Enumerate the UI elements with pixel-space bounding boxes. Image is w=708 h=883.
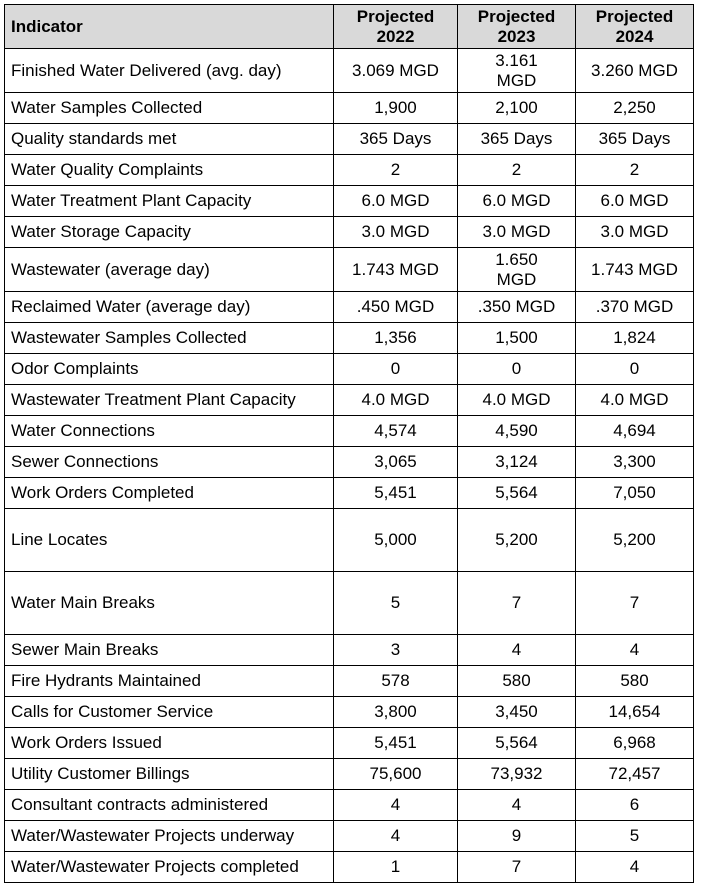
table-row (5, 635, 694, 666)
value-2022-cell: 75,600 (334, 759, 458, 790)
indicator-cell: Reclaimed Water (average day) (5, 292, 334, 323)
indicator-cell: Utility Customer Billings (5, 759, 334, 790)
value-2023-cell: 3,450 (458, 697, 576, 728)
value-2024-cell: 5 (576, 821, 694, 852)
indicator-cell: Sewer Main Breaks (5, 635, 334, 666)
value-2024-cell: 3,300 (576, 447, 694, 478)
indicator-cell: Quality standards met (5, 124, 334, 155)
table-row (5, 385, 694, 416)
table-row (5, 572, 694, 635)
value-2022-cell: 5,000 (334, 509, 458, 572)
table-row (5, 790, 694, 821)
value-2024-cell: 6,968 (576, 728, 694, 759)
value-2023-cell: 2,100 (458, 93, 576, 124)
value-2023-cell: 580 (458, 666, 576, 697)
value-2023-cell: .350 MGD (458, 292, 576, 323)
value-2023-cell: 4 (458, 635, 576, 666)
indicator-cell: Water Treatment Plant Capacity (5, 186, 334, 217)
value-2022-cell: 1,356 (334, 323, 458, 354)
indicator-cell: Consultant contracts administered (5, 790, 334, 821)
table-row (5, 124, 694, 155)
value-2024-cell: 6 (576, 790, 694, 821)
indicator-cell: Wastewater Samples Collected (5, 323, 334, 354)
value-2023-cell: 1,500 (458, 323, 576, 354)
value-2024-cell: 72,457 (576, 759, 694, 790)
value-2023-cell: 6.0 MGD (458, 186, 576, 217)
value-2023-cell: 0 (458, 354, 576, 385)
table-row (5, 447, 694, 478)
value-2022-cell: 5,451 (334, 728, 458, 759)
table-row (5, 666, 694, 697)
value-2024-cell: 6.0 MGD (576, 186, 694, 217)
value-2024-cell: 0 (576, 354, 694, 385)
value-2023-cell: 9 (458, 821, 576, 852)
value-2023-cell: 1.650 MGD (458, 248, 576, 292)
value-2024-cell: 7 (576, 572, 694, 635)
value-2022-cell: 5 (334, 572, 458, 635)
table-row (5, 852, 694, 883)
table-row (5, 478, 694, 509)
table-body (5, 49, 694, 883)
value-2024-cell: 3.0 MGD (576, 217, 694, 248)
value-2024-cell: 2,250 (576, 93, 694, 124)
value-2024-cell: 4.0 MGD (576, 385, 694, 416)
indicator-cell: Water/Wastewater Projects underway (5, 821, 334, 852)
value-2023-cell: 7 (458, 852, 576, 883)
value-2022-cell: 1 (334, 852, 458, 883)
indicator-cell: Water/Wastewater Projects completed (5, 852, 334, 883)
table-row (5, 323, 694, 354)
value-2024-cell: 5,200 (576, 509, 694, 572)
indicator-cell: Water Samples Collected (5, 93, 334, 124)
header-row (5, 5, 694, 49)
value-2022-cell: 4,574 (334, 416, 458, 447)
table-row (5, 728, 694, 759)
value-2024-cell: 580 (576, 666, 694, 697)
table-row (5, 93, 694, 124)
table-row (5, 697, 694, 728)
indicators-table (4, 4, 694, 883)
indicator-cell: Odor Complaints (5, 354, 334, 385)
value-2023-cell: 4.0 MGD (458, 385, 576, 416)
value-2022-cell: 4 (334, 821, 458, 852)
projected-2024-header: Projected 2024 (576, 5, 694, 49)
value-2024-cell: 4 (576, 635, 694, 666)
table-row (5, 248, 694, 292)
indicator-cell: Water Quality Complaints (5, 155, 334, 186)
value-2023-cell: 3.0 MGD (458, 217, 576, 248)
value-2022-cell: 365 Days (334, 124, 458, 155)
value-2023-cell: 365 Days (458, 124, 576, 155)
value-2023-cell: 2 (458, 155, 576, 186)
indicator-cell: Line Locates (5, 509, 334, 572)
value-2024-cell: 2 (576, 155, 694, 186)
indicator-cell: Work Orders Completed (5, 478, 334, 509)
value-2024-cell: 365 Days (576, 124, 694, 155)
indicator-header: Indicator (5, 5, 334, 49)
table-row (5, 155, 694, 186)
value-2024-cell: 1.743 MGD (576, 248, 694, 292)
indicator-cell: Finished Water Delivered (avg. day) (5, 49, 334, 93)
value-2022-cell: 0 (334, 354, 458, 385)
value-2024-cell: 4,694 (576, 416, 694, 447)
value-2024-cell: 3.260 MGD (576, 49, 694, 93)
value-2023-cell: 3.161 MGD (458, 49, 576, 93)
value-2022-cell: 4 (334, 790, 458, 821)
table-row (5, 509, 694, 572)
projected-2022-header: Projected 2022 (334, 5, 458, 49)
value-2022-cell: 3,065 (334, 447, 458, 478)
value-2024-cell: 7,050 (576, 478, 694, 509)
value-2023-cell: 5,564 (458, 728, 576, 759)
value-2022-cell: 3 (334, 635, 458, 666)
value-2024-cell: 4 (576, 852, 694, 883)
table-row (5, 217, 694, 248)
table-row (5, 416, 694, 447)
value-2023-cell: 5,564 (458, 478, 576, 509)
projected-2023-header: Projected 2023 (458, 5, 576, 49)
indicator-cell: Wastewater (average day) (5, 248, 334, 292)
value-2022-cell: 6.0 MGD (334, 186, 458, 217)
value-2023-cell: 5,200 (458, 509, 576, 572)
value-2023-cell: 4,590 (458, 416, 576, 447)
table-row (5, 49, 694, 93)
value-2023-cell: 7 (458, 572, 576, 635)
indicator-cell: Fire Hydrants Maintained (5, 666, 334, 697)
value-2022-cell: 5,451 (334, 478, 458, 509)
value-2023-cell: 73,932 (458, 759, 576, 790)
value-2023-cell: 3,124 (458, 447, 576, 478)
value-2022-cell: .450 MGD (334, 292, 458, 323)
value-2022-cell: 3.069 MGD (334, 49, 458, 93)
value-2022-cell: 2 (334, 155, 458, 186)
indicator-cell: Wastewater Treatment Plant Capacity (5, 385, 334, 416)
value-2024-cell: .370 MGD (576, 292, 694, 323)
table-row (5, 821, 694, 852)
value-2022-cell: 4.0 MGD (334, 385, 458, 416)
value-2024-cell: 14,654 (576, 697, 694, 728)
value-2022-cell: 1.743 MGD (334, 248, 458, 292)
table-row (5, 759, 694, 790)
value-2024-cell: 1,824 (576, 323, 694, 354)
table-row (5, 292, 694, 323)
indicator-cell: Water Storage Capacity (5, 217, 334, 248)
value-2022-cell: 578 (334, 666, 458, 697)
indicator-cell: Water Main Breaks (5, 572, 334, 635)
indicator-cell: Water Connections (5, 416, 334, 447)
table-row (5, 186, 694, 217)
indicator-cell: Calls for Customer Service (5, 697, 334, 728)
table-row (5, 354, 694, 385)
value-2022-cell: 3,800 (334, 697, 458, 728)
indicator-cell: Sewer Connections (5, 447, 334, 478)
value-2022-cell: 3.0 MGD (334, 217, 458, 248)
value-2023-cell: 4 (458, 790, 576, 821)
value-2022-cell: 1,900 (334, 93, 458, 124)
indicator-cell: Work Orders Issued (5, 728, 334, 759)
